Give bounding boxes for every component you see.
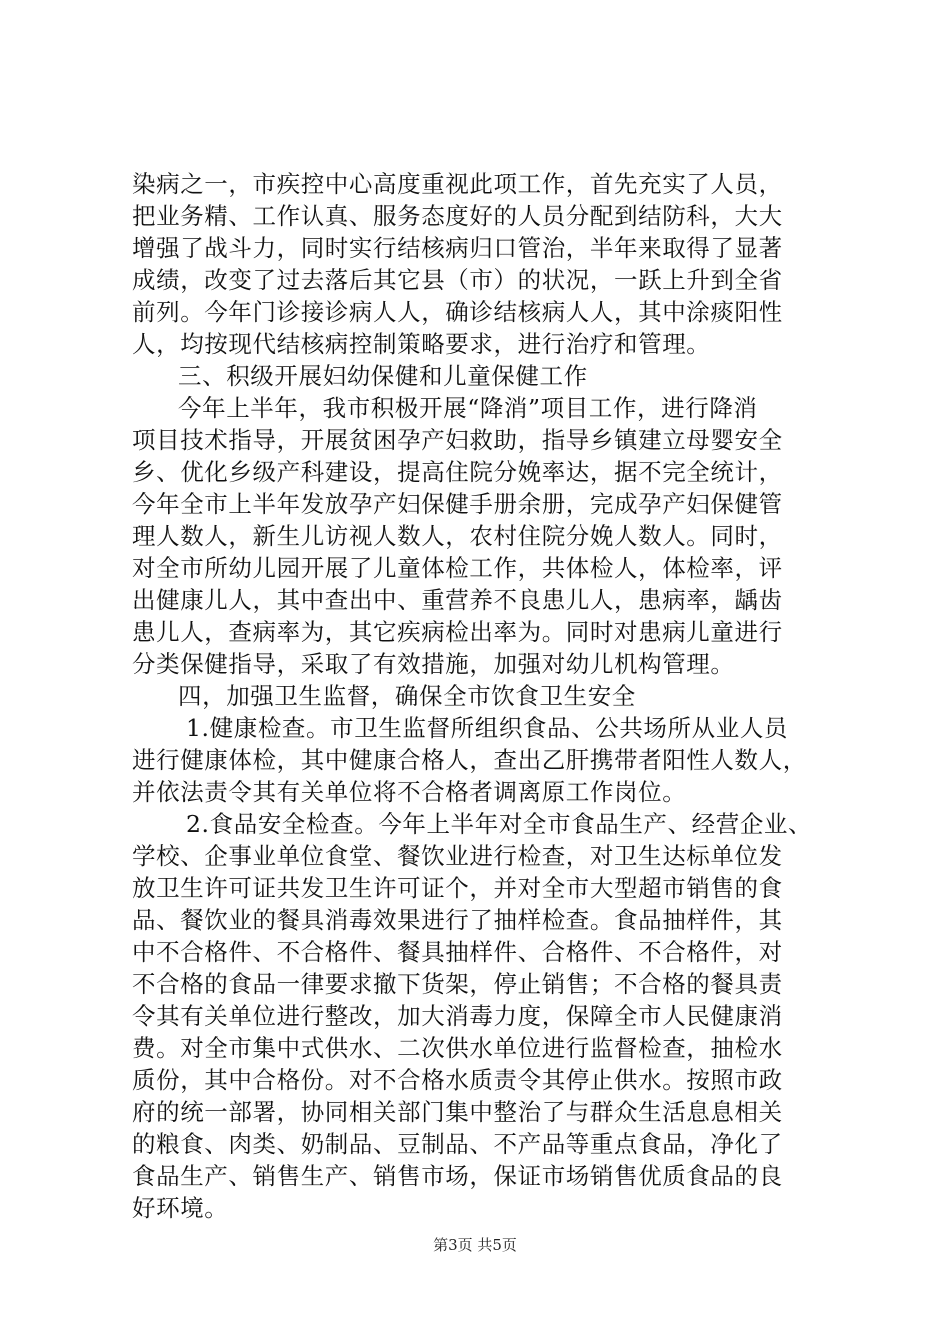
page-number-footer: 第3页 共5页 xyxy=(433,1236,517,1254)
text-line: 学校、企事业单位食堂、餐饮业进行检查，对卫生达标单位发 xyxy=(132,842,783,870)
text-line: 增强了战斗力，同时实行结核病归口管治，半年来取得了显著 xyxy=(132,234,783,262)
text-line: 令其有关单位进行整改，加大消毒力度，保障全市人民健康消 xyxy=(132,1002,783,1030)
text-line: 前列。今年门诊接诊病人人，确诊结核病人人，其中涂痰阳性 xyxy=(132,298,783,326)
text-line: 食品生产、销售生产、销售市场，保证市场销售优质食品的良 xyxy=(132,1162,783,1190)
text-line: 不合格的食品一律要求撤下货架，停止销售；不合格的餐具责 xyxy=(132,970,783,998)
text-line: 放卫生许可证共发卫生许可证个，并对全市大型超市销售的食 xyxy=(132,874,783,902)
text-line: 1.健康检查。市卫生监督所组织食品、公共场所从业人员 xyxy=(186,714,789,742)
section-heading-4: 四，加强卫生监督，确保全市饮食卫生安全 xyxy=(178,682,636,710)
text-line: 对全市所幼儿园开展了儿童体检工作，共体检人，体检率，评 xyxy=(132,554,783,582)
text-line: 并依法责令其有关单位将不合格者调离原工作岗位。 xyxy=(132,778,687,806)
document-body xyxy=(132,168,832,1224)
text-line: 成绩，改变了过去落后其它县（市）的状况，一跃上升到全省 xyxy=(132,266,783,294)
text-line: 质份，其中合格份。对不合格水质责令其停止供水。按照市政 xyxy=(132,1066,783,1094)
text-line: 府的统一部署，协同相关部门集中整治了与群众生活息息相关 xyxy=(132,1098,783,1126)
text-line: 染病之一，市疾控中心高度重视此项工作，首先充实了人员， xyxy=(132,170,783,198)
text-line: 2.食品安全检查。今年上半年对全市食品生产、经营企业、 xyxy=(186,810,813,838)
text-line: 把业务精、工作认真、服务态度好的人员分配到结防科，大大 xyxy=(132,202,783,230)
text-line: 理人数人，新生儿访视人数人，农村住院分娩人数人。同时， xyxy=(132,522,783,550)
section-heading-3: 三、积级开展妇幼保健和儿童保健工作 xyxy=(178,362,588,390)
text-line: 项目技术指导，开展贫困孕产妇救助，指导乡镇建立母婴安全 xyxy=(132,426,783,454)
text-line: 乡、优化乡级产科建设，提高住院分娩率达，据不完全统计， xyxy=(132,458,783,486)
text-line: 中不合格件、不合格件、餐具抽样件、合格件、不合格件，对 xyxy=(132,938,783,966)
text-line: 出健康儿人，其中查出中、重营养不良患儿人，患病率，龋齿 xyxy=(132,586,783,614)
text-line: 患儿人，查病率为，其它疾病检出率为。同时对患病儿童进行 xyxy=(132,618,783,646)
text-line: 的粮食、肉类、奶制品、豆制品、不产品等重点食品，净化了 xyxy=(132,1130,783,1158)
text-line: 好环境。 xyxy=(132,1194,229,1222)
text-line: 今年上半年，我市积极开展“降消”项目工作，进行降消 xyxy=(178,394,758,422)
text-line: 分类保健指导，采取了有效措施，加强对幼儿机构管理。 xyxy=(132,650,735,678)
text-line: 品、餐饮业的餐具消毒效果进行了抽样检查。食品抽样件，其 xyxy=(132,906,783,934)
text-line: 人，均按现代结核病控制策略要求，进行治疗和管理。 xyxy=(132,330,711,358)
text-line: 进行健康体检，其中健康合格人，查出乙肝携带者阳性人数人， xyxy=(132,746,807,774)
text-line: 费。对全市集中式供水、二次供水单位进行监督检查，抽检水 xyxy=(132,1034,783,1062)
text-line: 今年全市上半年发放孕产妇保健手册余册，完成孕产妇保健管 xyxy=(132,490,783,518)
